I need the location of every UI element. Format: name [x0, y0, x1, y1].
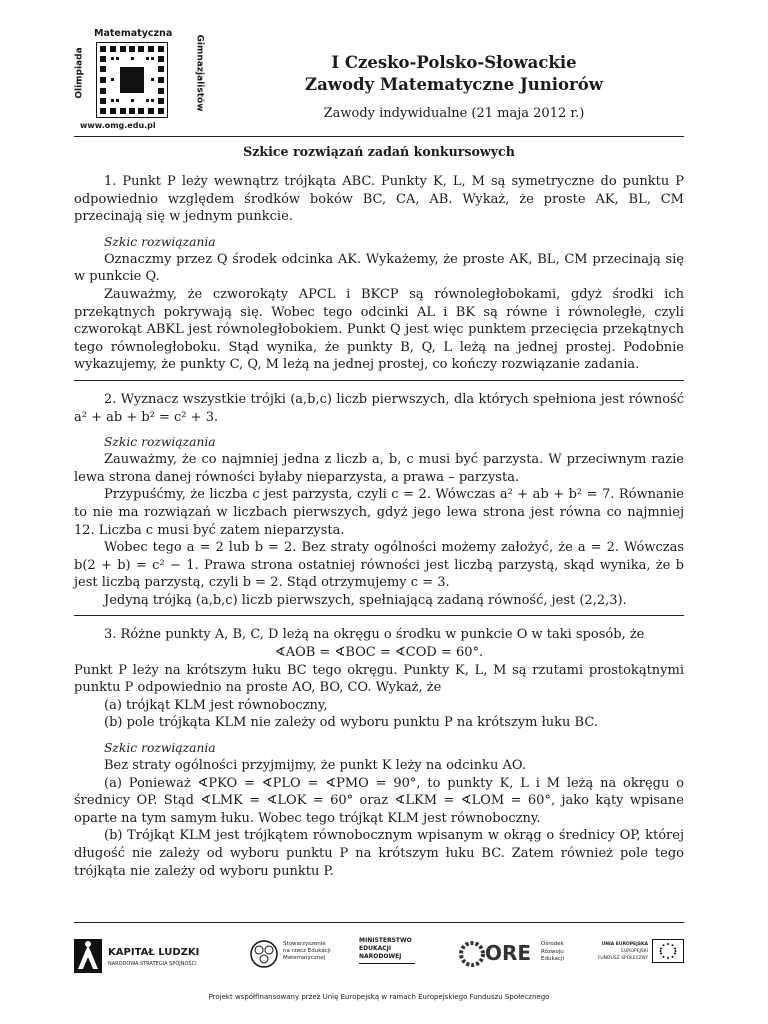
problem-item-b: (b) pole trójkąta KLM nie zależy od wyboru punktu P na krótszym łuku BC. — [104, 715, 598, 731]
problem-statement: 3. Różne punkty A, B, C, D leżą na okręgu o środku w punkcie O w taki sposób, że — [104, 627, 645, 643]
header-title-block — [254, 52, 654, 121]
solution-paragraph: (b) Trójkąt KLM jest trójkątem równobocznym wpisanym w okrąg o średnicy OP, której długość nie zależy od wyboru punktu P na krótszym łuku BC. Zatem również pole tego trójkąta nie zależy od wyboru punktu P. — [74, 828, 684, 879]
eu-flag-icon — [652, 939, 684, 963]
section-title: Szkice rozwiązań zadań konkursowych — [243, 144, 515, 159]
problem-statement: 2. Wyznacz wszystkie trójki (a,b,c) liczb pierwszych, dla których spełniona jest równość a² + ab + b² = c² + 3. — [74, 391, 684, 425]
footer — [74, 922, 684, 1001]
problem-2 — [74, 391, 684, 610]
ministry-rule — [359, 963, 415, 964]
solution-paragraph: Bez straty ogólności przyjmijmy, że punkt K leży na odcinku AO. — [104, 758, 526, 774]
problem-statement: 1. Punkt P leży wewnątrz trójkąta ABC. Punkty K, L, M są symetryczne do punktu P odpowiednio względem środków boków BC, CA, AB. Wykaż, że proste AK, BL, CM przecinają się w jednym punkcie. — [74, 174, 684, 225]
ministry-line-2: EDUKACJI — [359, 945, 392, 952]
ore-text: ORE — [485, 941, 532, 965]
ore-line-1: Ośrodek — [541, 941, 564, 947]
problem-equation: ∢AOB = ∢BOC = ∢COD = 60°. — [274, 645, 484, 661]
header-divider — [74, 136, 684, 137]
solution-paragraph: Jedyną trójką (a,b,c) liczb pierwszych, spełniającą zadaną równość, jest (2,2,3). — [104, 592, 627, 608]
solution-paragraph: (a) Ponieważ ∢PKO = ∢PLO = ∢PMO = 90°, to punkty K, L i M leżą na okręgu o średnicy OP. Stąd ∢LMK = ∢LOK = 60° oraz ∢LKM = ∢LOM = 60°, jako kąty wpisane oparte na tym samym łuku. Wobec tego trójkąt KLM jest równoboczny. — [74, 775, 684, 826]
ministry-logo — [359, 937, 439, 964]
competition-date: Zawody indywidualne (21 maja 2012 r.) — [323, 106, 585, 121]
problem-divider — [74, 380, 684, 381]
header — [74, 28, 684, 136]
eu-line-2: EUROPEJSKI — [621, 949, 648, 954]
eu-line-3: FUNDUSZ SPOŁECZNY — [597, 956, 648, 961]
problem-statement-continued: Punkt P leży na krótszym łuku BC tego okręgu. Punkty K, L, M są rzutami prostokątnymi punktu P odpowiednio na proste AO, BO, CO. Wykaż, że — [74, 662, 684, 696]
sem-icon — [249, 939, 279, 969]
sem-line-1: Stowarzyszenie — [283, 941, 326, 947]
kapital-ludzki-title: KAPITAŁ LUDZKI — [108, 947, 200, 958]
title-line-1: I Czesko-Polsko-Słowackie — [331, 53, 577, 72]
problem-1 — [74, 173, 684, 374]
problem-3 — [74, 626, 684, 880]
solution-paragraph: Oznaczmy przez Q środek odcinka AK. Wykażemy, że proste AK, BL, CM przecinają się w punkcie Q. — [74, 251, 684, 285]
solution-paragraph: Zauważmy, że czworokąty APCL i BKCP są równoległobokami, gdyż środki ich przekątnych pokrywają się. Wobec tego odcinki AL i BK są równe i równoległe, czyli czworokąt ABKL jest równoległobokiem. Punkt Q jest więc punktem przecięcia przekątnych tego równoległoboku. Stąd wynika, że punkty B, Q, L leżą na jednej prostej. Podobnie wykazujemy, że punkty C, Q, M leżą na jednej prostej, co kończy rozwiązanie zadania. — [74, 286, 684, 373]
ore-line-2: Rozwoju — [541, 948, 564, 955]
ministry-line-1: MINISTERSTWO — [359, 937, 412, 944]
eu-line-1: UNIA EUROPEJSKA — [601, 942, 648, 947]
logo-right-text: Gimnazjalistów — [194, 34, 205, 112]
ministry-line-3: NARODOWEJ — [359, 953, 402, 960]
ore-circle-icon — [459, 941, 485, 967]
sem-line-2: na rzecz Edukacji — [283, 948, 331, 954]
kapital-ludzki-icon — [74, 939, 102, 973]
sketch-label: Szkic rozwiązania — [104, 741, 216, 756]
sponsor-logos — [74, 935, 684, 991]
logo-top-text: Matematyczna — [94, 28, 173, 39]
solution-paragraph: Wobec tego a = 2 lub b = 2. Bez straty ogólności możemy założyć, że a = 2. Wówczas b(2 + b) = c² − 1. Prawa strona ostatniej równości jest liczbą parzystą, skąd wynika, że b jest liczbą parzystą, czyli b = 2. Stąd otrzymujemy c = 3. — [74, 540, 684, 591]
sem-line-3: Matematycznej — [283, 955, 326, 961]
solution-paragraph: Przypuśćmy, że liczba c jest parzysta, czyli c = 2. Wówczas a² + ab + b² = 7. Równanie to nie ma rozwiązań w liczbach pierwszych, gdyż jego lewa strona jest równa co najmniej 12. Liczba c musi być zatem nieparzysta. — [74, 487, 684, 538]
title-line-2: Zawody Matematyczne Juniorów — [305, 75, 603, 94]
document-page — [74, 28, 684, 880]
ore-line-3: Edukacji — [541, 956, 564, 962]
omg-logo — [74, 28, 205, 134]
fractal-carpet-icon — [96, 42, 168, 118]
problem-divider — [74, 615, 684, 616]
problem-item-a: (a) trójkąt KLM jest równoboczny, — [104, 697, 328, 713]
sketch-label: Szkic rozwiązania — [104, 234, 216, 249]
logo-left-text: Olimpiada — [74, 47, 85, 99]
kapital-ludzki-subtitle: NARODOWA STRATEGIA SPÓJNOŚCI — [108, 961, 197, 967]
logo-url: www.omg.edu.pl — [80, 121, 156, 130]
sketch-label: Szkic rozwiązania — [104, 435, 216, 450]
footer-note: Projekt współfinansowany przez Unię Europejską w ramach Europejskiego Funduszu Społecznego — [208, 993, 550, 1001]
footer-divider — [74, 922, 684, 923]
solution-paragraph: Zauważmy, że co najmniej jedna z liczb a, b, c musi być parzysta. W przeciwnym razie lewa strona danej równości byłaby nieparzysta, a prawa – parzysta. — [74, 452, 684, 485]
